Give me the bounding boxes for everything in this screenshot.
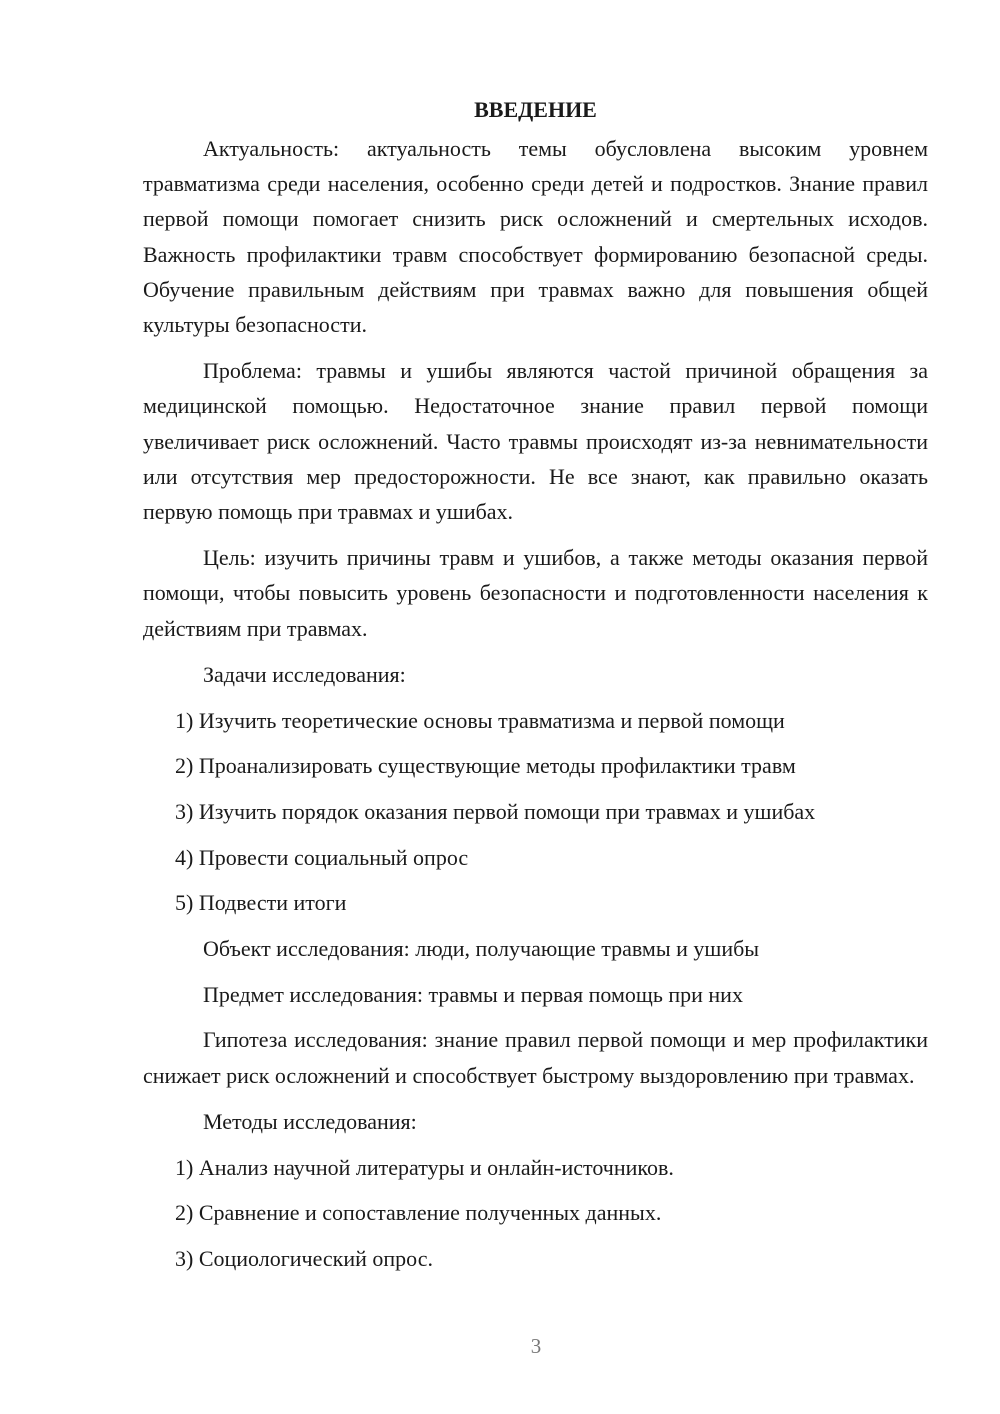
page-number: 3 bbox=[530, 1334, 542, 1358]
methods-list bbox=[143, 1150, 928, 1277]
list-item: 1) Изучить теоретические основы травматизма и первой помощи bbox=[175, 707, 785, 733]
document-page bbox=[143, 92, 928, 1287]
tasks-label: Задачи исследования: bbox=[203, 661, 406, 687]
subject-line: Предмет исследования: травмы и первая помощь при них bbox=[203, 981, 743, 1007]
tasks-list bbox=[143, 703, 928, 921]
methods-label: Методы исследования: bbox=[203, 1108, 417, 1134]
goal-paragraph: Цель: изучить причины травм и ушибов, а также методы оказания первой помощи, чтобы повысить уровень безопасности и подготовленности населения к действиям при травмах. bbox=[143, 545, 928, 641]
list-item: 2) Сравнение и сопоставление полученных данных. bbox=[175, 1200, 662, 1226]
list-item: 2) Проанализировать существующие методы профилактики травм bbox=[175, 753, 796, 779]
list-item: 1) Анализ научной литературы и онлайн-источников. bbox=[175, 1154, 674, 1180]
list-item: 3) Изучить порядок оказания первой помощи при травмах и ушибах bbox=[175, 798, 816, 824]
list-item: 5) Подвести итоги bbox=[175, 890, 347, 916]
problem-paragraph: Проблема: травмы и ушибы являются частой причиной обращения за медицинской помощью. Недостаточное знание правил первой помощи увеличивает риск осложнений. Часто травмы происходят из-за невнимательности или отсутствия мер предосторожности. Не все знают, как правильно оказать первую помощь при травмах и ушибах. bbox=[143, 358, 928, 525]
section-heading: ВВЕДЕНИЕ bbox=[474, 97, 597, 122]
list-item: 3) Социологический опрос. bbox=[175, 1245, 433, 1271]
hypothesis-paragraph: Гипотеза исследования: знание правил первой помощи и мер профилактики снижает риск осложнений и способствует быстрому выздоровлению при травмах. bbox=[143, 1027, 928, 1088]
relevance-paragraph: Актуальность: актуальность темы обусловлена высоким уровнем травматизма среди населения, особенно среди детей и подростков. Знание правил первой помощи помогает снизить риск осложнений и смертельных исходов. Важность профилактики травм способствует формированию безопасной среды. Обучение правильным действиям при травмах важно для повышения общей культуры безопасности. bbox=[143, 136, 928, 338]
object-line: Объект исследования: люди, получающие травмы и ушибы bbox=[203, 936, 760, 962]
list-item: 4) Провести социальный опрос bbox=[175, 844, 469, 870]
